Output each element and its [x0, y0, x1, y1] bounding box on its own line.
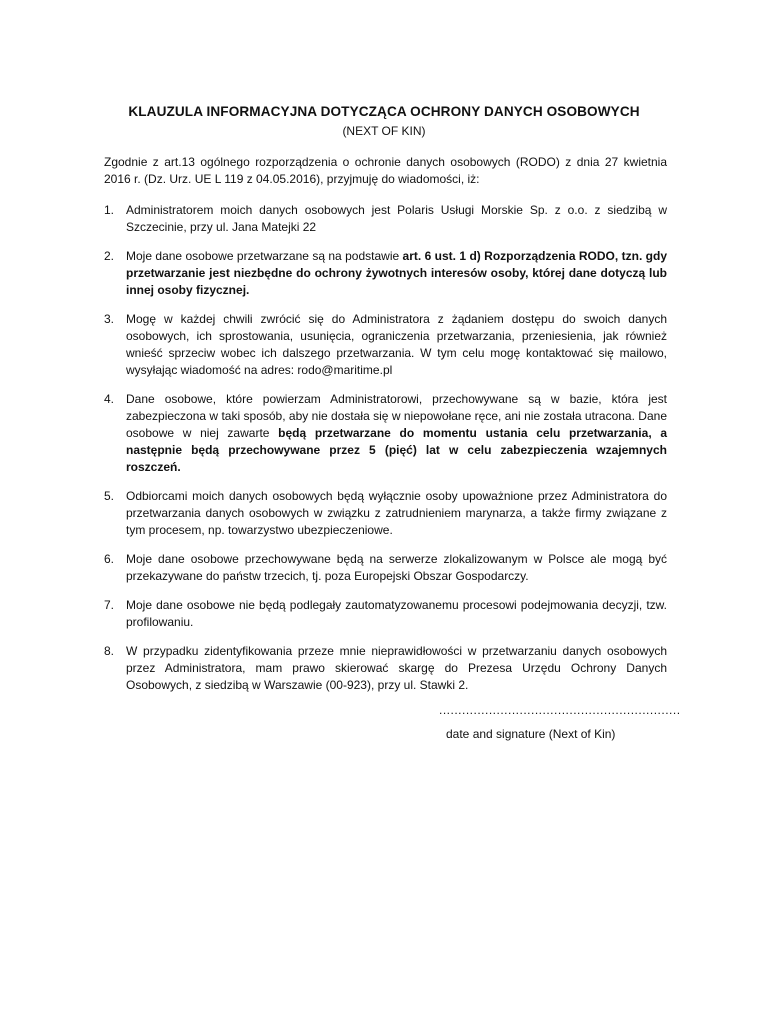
clause-text-segment: Administratorem moich danych osobowych jest Polaris Usługi Morskie Sp. z o.o. z siedzibą w Szczecinie, przy ul. Jana Matejki 22 — [126, 203, 667, 234]
clause-text — [126, 392, 667, 474]
clause-text — [126, 249, 667, 297]
intro-paragraph: Zgodnie z art.13 ogólnego rozporządzenia o ochronie danych osobowych (RODO) z dnia 27 kwietnia 2016 r. (Dz. Urz. UE L 119 z 04.05.2016), przyjmuję do wiadomości, iż: — [104, 155, 667, 186]
clause-text — [126, 203, 667, 234]
clause-item — [104, 391, 667, 476]
document-subtitle: (NEXT OF KIN) — [342, 124, 426, 138]
clause-text-segment: W przypadku zidentyfikowania przeze mnie nieprawidłowości w przetwarzaniu danych osobowych przez Administratora, mam prawo skierować skargę do Prezesa Urzędu Ochrony Danych Osobowych, z siedzibą w Warszawie (00-923), przy ul. Stawki 2. — [126, 644, 667, 692]
clause-item — [104, 488, 667, 539]
clause-number: 2. — [104, 249, 115, 263]
clause-number: 6. — [104, 552, 115, 566]
clause-item — [104, 202, 667, 236]
clause-item — [104, 551, 667, 585]
clause-text-segment: Moje dane osobowe przetwarzane są na podstawie — [126, 249, 403, 263]
clause-text-bold: będą przetwarzane do momentu ustania celu przetwarzania, a następnie będą przechowywane przez 5 (pięć) lat w celu zabezpieczenia wzajemnych roszczeń. — [126, 426, 668, 474]
clause-number: 1. — [104, 203, 115, 217]
clause-text-bold: art. 6 ust. 1 d) Rozporządzenia RODO, tzn. gdy przetwarzanie jest niezbędne do ochrony żywotnych interesów osoby, której dane dotyczą lub innej osoby fizycznej. — [126, 249, 667, 297]
clause-item — [104, 597, 667, 631]
signature-line: ............................................................... — [439, 703, 681, 717]
clause-item — [104, 311, 667, 379]
clause-text — [126, 644, 667, 692]
clause-number: 4. — [104, 392, 115, 406]
clause-text-segment: Odbiorcami moich danych osobowych będą wyłącznie osoby upoważnione przez Administratora do przetwarzania danych osobowych w związku z zatrudnieniem marynarza, a także firmy związane z tym procesem, np. towarzystwo ubezpieczeniowe. — [126, 489, 667, 537]
clause-text-segment: Dane osobowe, które powierzam Administratorowi, przechowywane są w bazie, która jest zabezpieczona w taki sposób, aby nie dostała się w niepowołane ręce, ani nie została utracona. Dane osobowe w niej zawarte — [126, 392, 667, 440]
clause-text — [126, 552, 667, 583]
clause-text — [126, 489, 667, 537]
clause-list — [104, 202, 667, 706]
clause-number: 3. — [104, 312, 115, 326]
clause-text-segment: Moje dane osobowe przechowywane będą na serwerze zlokalizowanym w Polsce ale mogą być przekazywane do państw trzecich, tj. poza Europejski Obszar Gospodarczy. — [126, 552, 667, 583]
clause-text-segment: Mogę w każdej chwili zwrócić się do Administratora z żądaniem dostępu do swoich danych osobowych, ich sprostowania, usunięcia, ograniczenia przetwarzania, przeniesienia, jak również wnieść sprzeciw wobec ich dalszego przetwarzania. W tym celu mogę kontaktować się mailowo, wysyłając wiadomość na adres: rodo@maritime.pl — [126, 312, 667, 377]
clause-number: 8. — [104, 644, 115, 658]
clause-number: 7. — [104, 598, 115, 612]
document-title: KLAUZULA INFORMACYJNA DOTYCZĄCA OCHRONY DANYCH OSOBOWYCH — [128, 104, 640, 119]
clause-item — [104, 248, 667, 299]
clause-text — [126, 312, 667, 377]
clause-text — [126, 598, 667, 629]
clause-text-segment: Moje dane osobowe nie będą podlegały zautomatyzowanemu procesowi podejmowania decyzji, tzw. profilowaniu. — [126, 598, 667, 629]
clause-item — [104, 643, 667, 694]
clause-number: 5. — [104, 489, 115, 503]
signature-caption: date and signature (Next of Kin) — [446, 727, 616, 741]
